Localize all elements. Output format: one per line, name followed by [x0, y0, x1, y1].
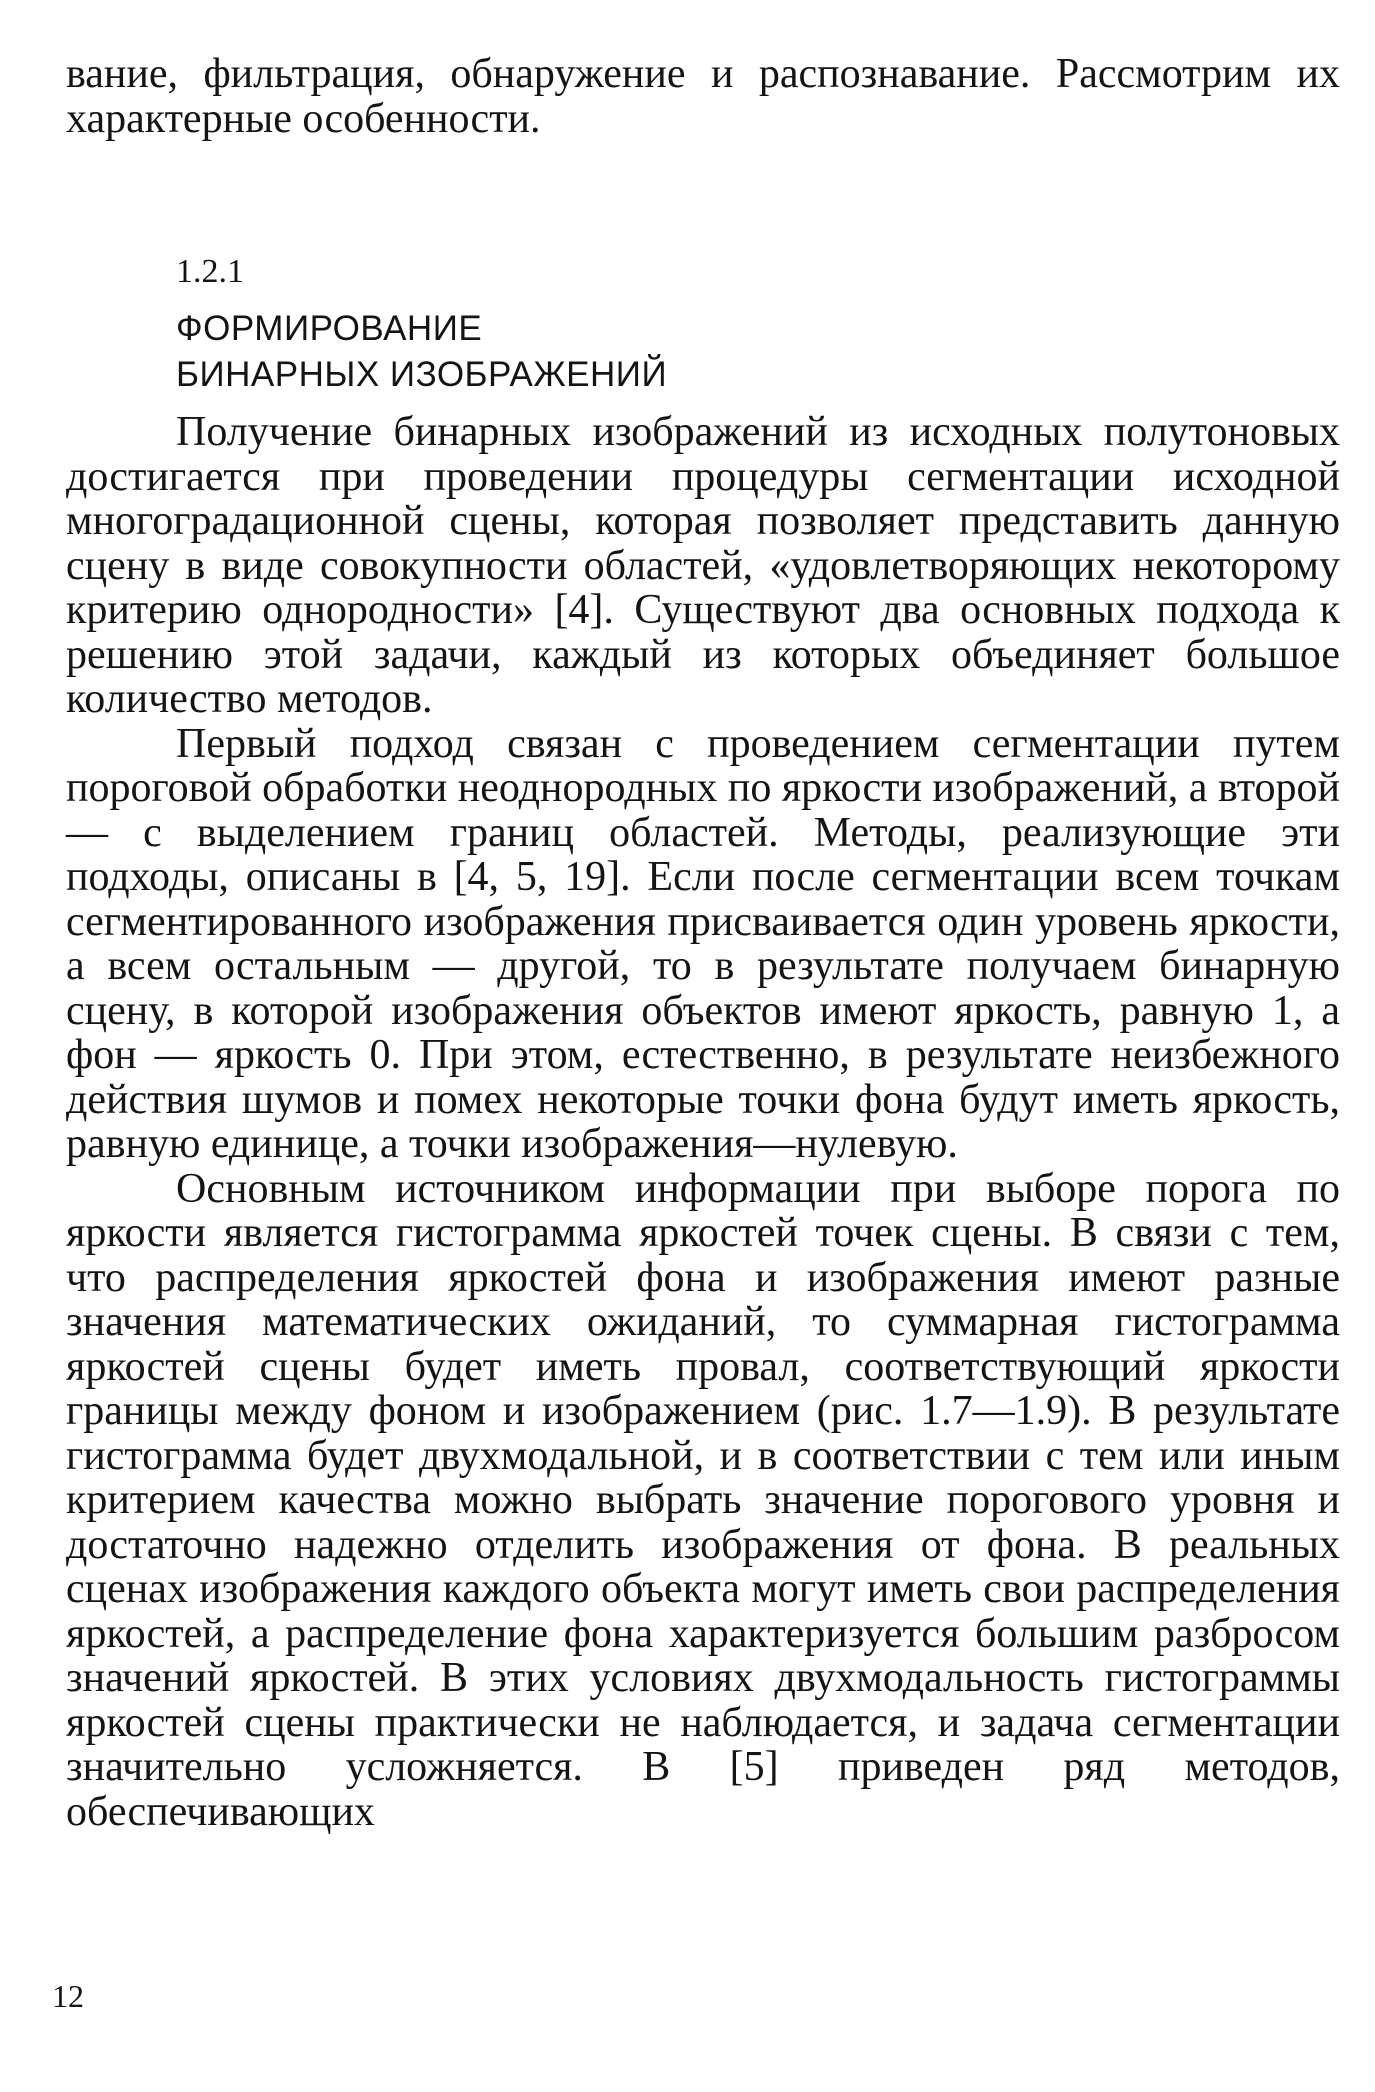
paragraph: Основным источником информации при выборе порога по яркости является гистограмма яркостей точек сцены. В связи с тем, что распределения яркостей фона и изображения имеют разные значения математических ожиданий, то суммарная гистограмма яркостей сцены будет иметь провал, соответствующий яркости границы между фоном и изображением (рис. 1.7—1.9). В результате гистограмма будет двухмодальной, и в соответствии с тем или иным критерием качества можно выбрать значение порогового уровня и достаточно надежно отделить изображения от фона. В реальных сценах изображения каждого объекта могут иметь свои распределения яркостей, а распределение фона характеризуется большим разбросом значений яркостей. В этих условиях двухмодальность гистограммы яркостей сцены практически не наблюдается, и задача сегментации значительно усложняется. В [5] приведен ряд методов, обеспечивающих [66, 1165, 1340, 1835]
page-number: 12 [52, 1978, 84, 2014]
section-title-line-1: ФОРМИРОВАНИЕ [176, 309, 483, 348]
section-number: 1.2.1 [176, 253, 244, 290]
paragraph: Первый подход связан с проведением сегментации путем пороговой обработки неоднородных по яркости изображений, а второй — с выделением границ областей. Методы, реализующие эти подходы, описаны в [4, 5, 19]. Если после сегментации всем точкам сегментированного изображения присваивается один уровень яркости, а всем остальным — другой, то в результате получаем бинарную сцену, в которой изображения объектов имеют яркость, равную 1, а фон — яркость 0. При этом, естественно, в результате неизбежного действия шумов и помех некоторые точки фона будут иметь яркость, равную единице, а точки изображения—нулевую. [66, 720, 1341, 1167]
section-title-line-2: БИНАРНЫХ ИЗОБРАЖЕНИЙ [176, 355, 668, 394]
paragraph: Получение бинарных изображений из исходных полутоновых достигается при проведении процедуры сегментации исходной многоградационной сцены, которая позволяет представить данную сцену в виде совокупности областей, «удовлетворяющих некоторому критерию однородности» [4]. Существуют два основных подхода к решению этой задачи, каждый из которых объединяет большое количество методов. [66, 409, 1340, 722]
body-text [66, 410, 1340, 1834]
intro-paragraph: вание, фильтрация, обнаружение и распознавание. Рассмотрим их характерные особенности. [66, 51, 1340, 142]
section-heading [176, 250, 667, 398]
